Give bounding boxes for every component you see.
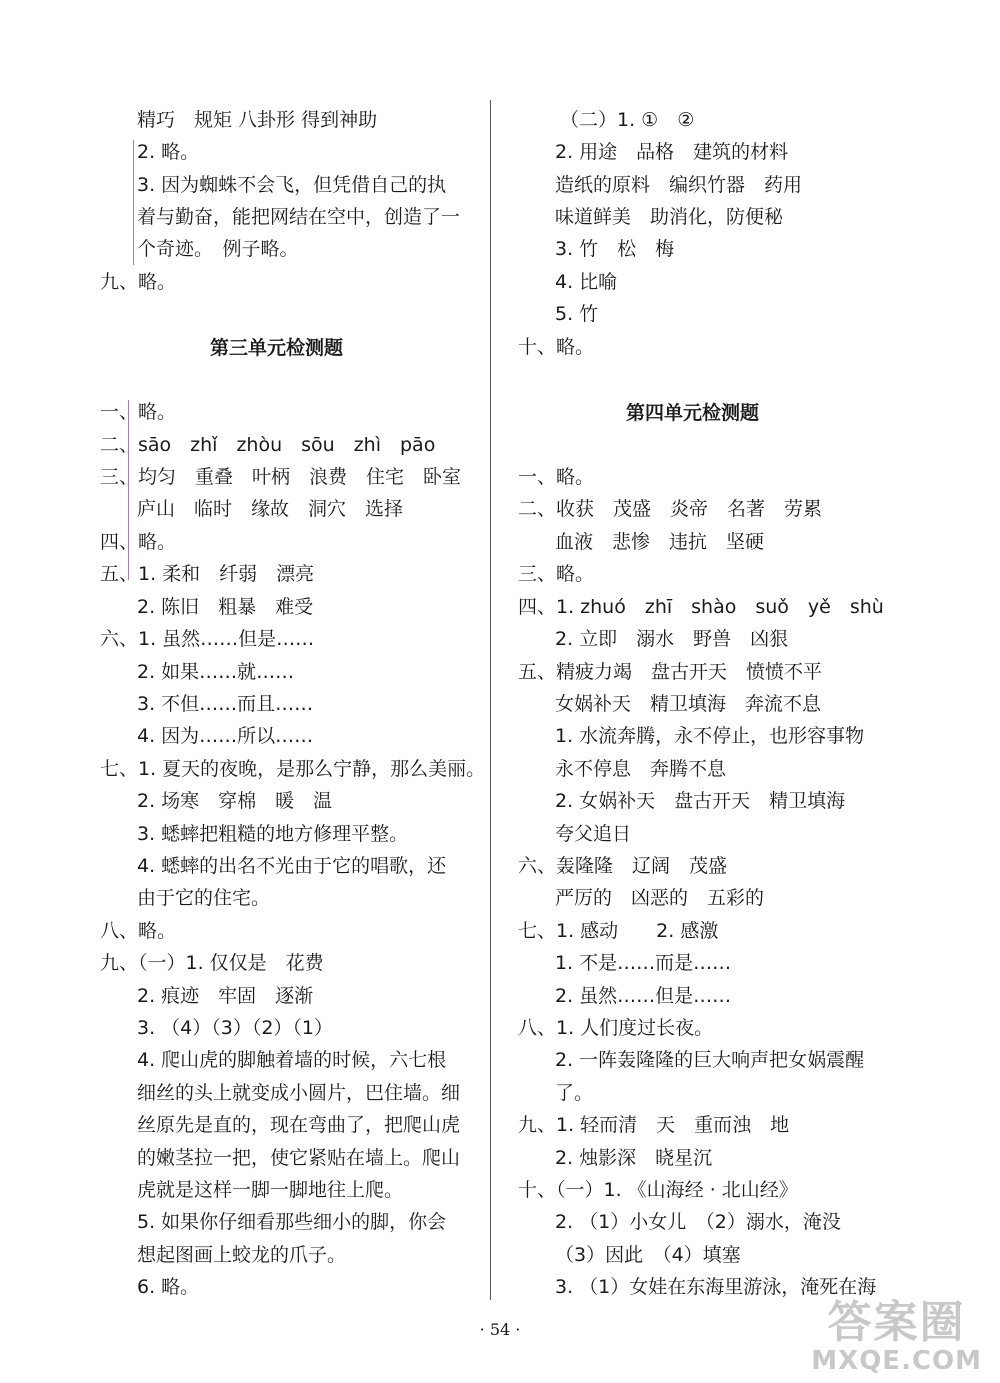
answer-line: 一、略。 [518, 466, 595, 488]
answer-line: 精巧 规矩 八卦形 得到神助 [137, 109, 378, 131]
answer-line: （3）因此 （4）填塞 [555, 1244, 741, 1266]
column-divider [490, 100, 491, 1300]
page-number: · 54 · [479, 1320, 521, 1339]
watermark-text: 答案圈 [827, 1297, 966, 1348]
answer-line: 4. 爬山虎的脚触着墙的时候，六七根 [137, 1049, 447, 1071]
answer-line: 二、sāo zhǐ zhòu sōu zhì pāo [100, 434, 436, 456]
answer-line: 2. 一阵轰隆隆的巨大响声把女娲震醒 [555, 1049, 865, 1071]
answer-line: 2. （1）小女儿 （2）溺水，淹没 [555, 1211, 841, 1233]
answer-line: 3. 蟋蟀把粗糙的地方修理平整。 [137, 823, 409, 845]
answer-line: 一、略。 [100, 401, 177, 423]
answer-line: 五、精疲力竭 盘古开天 愤愤不平 [518, 661, 823, 683]
watermark-logo [811, 1299, 982, 1375]
answer-line: 1. 水流奔腾，永不停止，也形容事物 [555, 725, 865, 747]
answer-line: 3. 因为蜘蛛不会飞，但凭借自己的执 [137, 174, 447, 196]
answer-line: 细丝的头上就变成小圆片，巴住墙。细 [137, 1082, 461, 1104]
answer-line: 4. 比喻 [555, 271, 618, 293]
answer-line: 四、略。 [100, 531, 177, 553]
answer-line: （二）1. ① ② [560, 109, 695, 131]
answer-line: 3. 竹 松 梅 [555, 238, 675, 260]
answer-line: 2. 场寒 穿棉 暖 温 [137, 790, 333, 812]
answer-line: 六、1. 虽然……但是…… [100, 628, 315, 650]
answer-line: 1. 不是……而是…… [555, 952, 732, 974]
answer-line: 6. 略。 [137, 1276, 200, 1298]
answer-line: 永不停息 奔腾不息 [555, 758, 727, 780]
answer-line: 七、1. 感动 2. 感激 [518, 920, 719, 942]
margin-mark [133, 140, 134, 265]
answer-line: 3. 不但……而且…… [137, 693, 314, 715]
answer-line: 2. 虽然……但是…… [555, 985, 732, 1007]
section-title-unit-3: 第三单元检测题 [210, 337, 344, 359]
answer-line: 八、略。 [100, 920, 177, 942]
answer-line: 夸父追日 [555, 823, 632, 845]
answer-line: 3. （4）（3）（2）（1） [137, 1017, 334, 1039]
answer-line: 4. 因为……所以…… [137, 725, 314, 747]
answer-line: 九、（一）1. 仅仅是 花费 [100, 952, 324, 974]
answer-line: 了。 [555, 1082, 594, 1104]
answer-line: 五、1. 柔和 纤弱 漂亮 [100, 563, 315, 585]
answer-line: 造纸的原料 编织竹器 药用 [555, 174, 803, 196]
answer-line: 血液 悲惨 违抗 坚硬 [555, 531, 765, 553]
watermark-url: MXQE.COM [811, 1346, 982, 1376]
answer-line: 2. 用途 品格 建筑的材料 [555, 141, 789, 163]
answer-line: 2. 烛影深 晓星沉 [555, 1147, 713, 1169]
answer-line: 四、1. zhuó zhī shào suǒ yě shù [518, 596, 884, 618]
answer-line: 着与勤奋，能把网结在空中，创造了一 [137, 206, 461, 228]
answer-line: 2. 如果……就…… [137, 661, 295, 683]
answer-line: 九、1. 轻而清 天 重而浊 地 [518, 1114, 790, 1136]
answer-line: 女娲补天 精卫填海 奔流不息 [555, 693, 822, 715]
answer-line: 八、1. 人们度过长夜。 [518, 1017, 714, 1039]
answer-line: 2. 陈旧 粗暴 难受 [137, 596, 314, 618]
answer-line: 3. （1）女娃在东海里游泳，淹死在海 [555, 1276, 877, 1298]
answer-line: 个奇迹。 例子略。 [137, 238, 299, 260]
answer-line: 4. 蟋蟀的出名不光由于它的唱歌，还 [137, 855, 447, 877]
answer-line: 六、轰隆隆 辽阔 茂盛 [518, 855, 728, 877]
section-title-unit-4: 第四单元检测题 [626, 402, 760, 424]
answer-line: 2. 痕迹 牢固 逐渐 [137, 985, 314, 1007]
answer-line: 由于它的住宅。 [137, 887, 271, 909]
answer-line: 丝原先是直的，现在弯曲了，把爬山虎 [137, 1114, 461, 1136]
answer-line: 虎就是这样一脚一脚地往上爬。 [137, 1179, 404, 1201]
answer-line: 味道鲜美 助消化，防便秘 [555, 206, 784, 228]
answer-line: 七、1. 夏天的夜晚，是那么宁静，那么美丽。 [100, 758, 486, 780]
answer-line: 2. 女娲补天 盘古开天 精卫填海 [555, 790, 846, 812]
answer-line: 的嫩茎拉一把，使它紧贴在墙上。爬山 [137, 1147, 461, 1169]
answer-line: 十、（一）1. 《山海经 · 北山经》 [518, 1179, 798, 1201]
answer-line: 十、略。 [518, 336, 595, 358]
answer-line: 5. 竹 [555, 303, 599, 325]
answer-line: 2. 略。 [137, 141, 200, 163]
answer-line: 二、收获 茂盛 炎帝 名著 劳累 [518, 498, 823, 520]
answer-line: 庐山 临时 缘故 洞穴 选择 [137, 498, 404, 520]
answer-line: 三、均匀 重叠 叶柄 浪费 住宅 卧室 [100, 466, 462, 488]
answer-line: 5. 如果你仔细看那些细小的脚，你会 [137, 1211, 447, 1233]
answer-line: 想起图画上蛟龙的爪子。 [137, 1244, 347, 1266]
answer-line: 严厉的 凶恶的 五彩的 [555, 887, 765, 909]
answer-line: 九、略。 [100, 271, 177, 293]
answer-line: 三、略。 [518, 563, 595, 585]
answer-line: 2. 立即 溺水 野兽 凶狠 [555, 628, 789, 650]
